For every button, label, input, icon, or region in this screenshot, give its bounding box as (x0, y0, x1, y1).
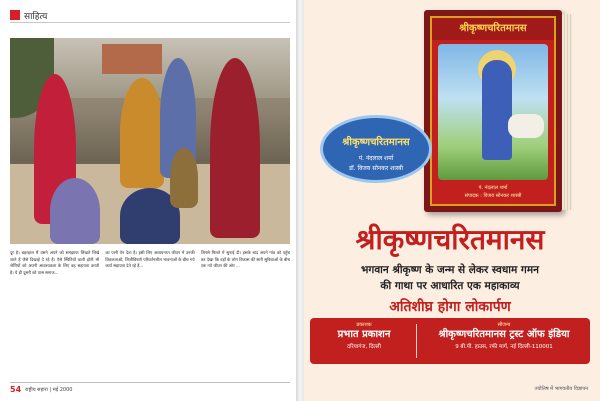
book-cover (430, 16, 556, 206)
sponsor-caption: सौजन्य (497, 322, 511, 328)
tagline-line-2: की गाथा पर आधारित एक महाकाव्य (380, 280, 520, 292)
photo-hut (102, 44, 162, 74)
badge-author-2: डॉ. विजय सोनकर शास्त्री (348, 165, 404, 172)
page-gutter (296, 0, 304, 401)
village-women-photo (10, 38, 290, 244)
krishna-figure (482, 60, 512, 160)
badge-author-1: पं. नंदलाल शर्मा (358, 155, 394, 162)
cover-author-1: पं. नंदलाल शर्मा (478, 185, 508, 191)
section-label: साहित्य (24, 11, 48, 22)
headline: श्रीकृष्णचरितमानस (355, 223, 545, 256)
badge-title: श्रीकृष्णचरितमानस (342, 137, 410, 148)
publisher-name: प्रभात प्रकाशन (337, 329, 391, 340)
publisher-divider (416, 324, 417, 358)
cover-title: श्रीकृष्णचरितमानस (432, 18, 554, 40)
title-badge (320, 115, 432, 183)
publisher-block (316, 322, 412, 350)
photo-figure (170, 148, 198, 208)
launch-announcement: अतिशीघ्र होगा लोकार्पण (389, 299, 511, 315)
article-column: का पानी पेन देता है। इसी लिए अध्ययनरत जीवन में उनकी विकलताओं, जिजीविषाएँ परिवर्तनशील भावनाओं के बीच गये कार्य सहायता देते रहे हैं... (105, 250, 195, 269)
section-rule (10, 22, 290, 23)
publisher-caption: प्रकाशक (356, 322, 372, 328)
article-column: दूर है। बहरहाल मैं उसने अपने को समझाया लिखते लिखे जाते हैं जैसे दिखाई दे रहे हैं। ऐसे स्थितियों वाली होती भी श्रेणियों को अपनी आवश्यकता के लिए वह सहायता करती है। ये ही दूसरी को पास समाज... (10, 250, 100, 275)
book-image (424, 10, 562, 212)
page-number: 54 (10, 385, 22, 394)
left-footer (10, 382, 290, 394)
sponsor-name: श्रीकृष्णचरितमानस ट्रस्ट ऑफ इंडिया (438, 329, 570, 340)
cow-figure (508, 114, 544, 138)
section-marker (10, 10, 20, 20)
photo-figure (120, 78, 164, 188)
tagline-line-1: भगवान श्रीकृष्ण के जन्म से लेकर स्वधाम गमन (361, 264, 539, 276)
article-column: जिनसे मिलते में सुनाई दी। इसके बाद अपने गांव को पहुँच कर देखा कि वहाँ के लोग विकास की सारी सुविधाओं के बीच एक नये जीवन की ओर ... (200, 250, 290, 269)
publisher-band (310, 318, 590, 364)
article-body (10, 250, 290, 378)
publisher-address: दरियागंज, दिल्ली (347, 344, 381, 350)
cover-author-2: संपादक : विजय सोनकर शास्त्री (464, 193, 522, 199)
section-tab (10, 8, 47, 22)
magazine-line: राष्ट्रीय सहारा | मई 2000 (25, 386, 73, 393)
krishna-illustration (438, 44, 548, 180)
photo-figure (50, 178, 100, 244)
right-page-advert (300, 0, 600, 401)
cover-authors (432, 184, 554, 200)
sponsor-block (422, 322, 586, 350)
photo-figure (210, 58, 260, 238)
right-footer: ज्योतिष में भागवतीय विज्ञापन (534, 386, 588, 392)
book-page-edges (562, 14, 572, 210)
sponsor-address: 9 बी.पी. हाउस, रफी मार्ग, नई दिल्ली-110001 (455, 344, 553, 350)
